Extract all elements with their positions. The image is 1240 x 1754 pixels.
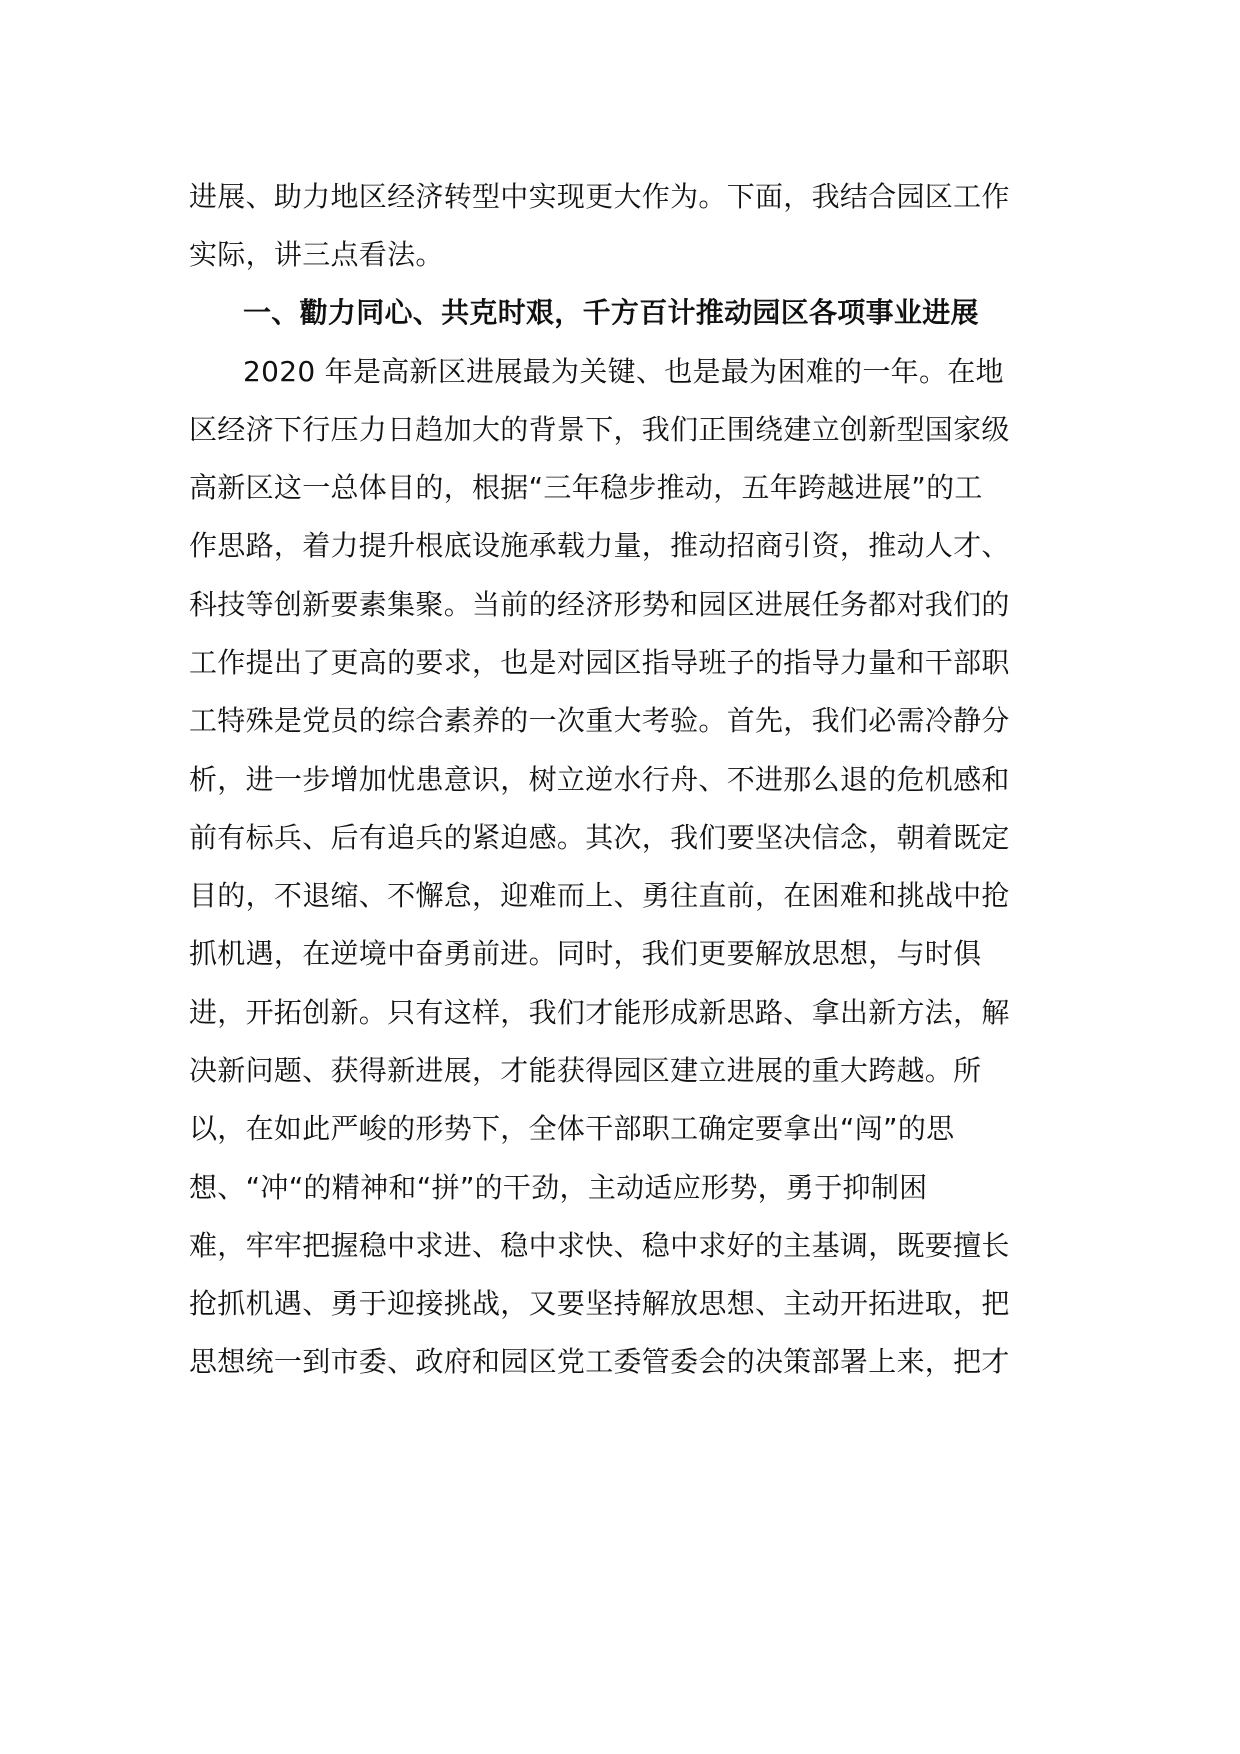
body-text-line: 作思路，着力提升根底设施承载力量，推动招商引资，推动人才、 [189,529,1010,562]
body-text-line: 抓机遇，在逆境中奋勇前进。同时，我们更要解放思想，与时俱 [189,937,982,970]
body-text-line: 思想统一到市委、政府和园区党工委管委会的决策部署上来，把才 [189,1345,1010,1378]
body-text-line: 前有标兵、后有追兵的紧迫感。其次，我们要坚决信念，朝着既定 [189,821,1010,854]
body-text-line: 以，在如此严峻的形势下，全体干部职工确定要拿出“闯”的思 [189,1112,955,1145]
body-text-line: 目的，不退缩、不懈怠，迎难而上、勇往直前，在困难和挑战中抢 [189,879,1010,912]
body-text-line: 工作提出了更高的要求，也是对园区指导班子的指导力量和干部职 [189,646,1010,679]
body-text-line: 抢抓机遇、勇于迎接挑战，又要坚持解放思想、主动开拓进取，把 [189,1287,1010,1320]
body-text-line: 进，开拓创新。只有这样，我们才能形成新思路、拿出新方法，解 [189,996,1010,1029]
section-heading: 一、勸力同心、共克时艰，千方百计推动园区各项事业进展 [243,296,979,329]
body-text-line: 析，进一步增加忧患意识，树立逆水行舟、不进那么退的危机感和 [189,763,1010,796]
body-text-line: 2020 年是高新区进展最为关键、也是最为困难的一年。在地 [243,355,1004,388]
body-text-line: 区经济下行压力日趋加大的背景下，我们正围绕建立创新型国家级 [189,413,1010,446]
body-text-line: 想、“冲“的精神和“拼”的干劲，主动适应形势，勇于抑制困 [189,1171,928,1204]
body-text-line: 难，牢牢把握稳中求进、稳中求快、稳中求好的主基调，既要擅长 [189,1229,1010,1262]
body-text-line: 工特殊是党员的综合素养的一次重大考验。首先，我们必需冷静分 [189,704,1010,737]
body-text-line: 实际，讲三点看法。 [189,238,444,271]
body-text-line: 进展、助力地区经济转型中实现更大作为。下面，我结合园区工作 [189,180,1010,213]
body-text-line: 决新问题、获得新进展，才能获得园区建立进展的重大跨越。所 [189,1054,982,1087]
body-text-line: 科技等创新要素集聚。当前的经济形势和园区进展任务都对我们的 [189,588,1010,621]
body-text-line: 高新区这一总体目的，根据“三年稳步推动，五年跨越进展”的工 [189,471,983,504]
